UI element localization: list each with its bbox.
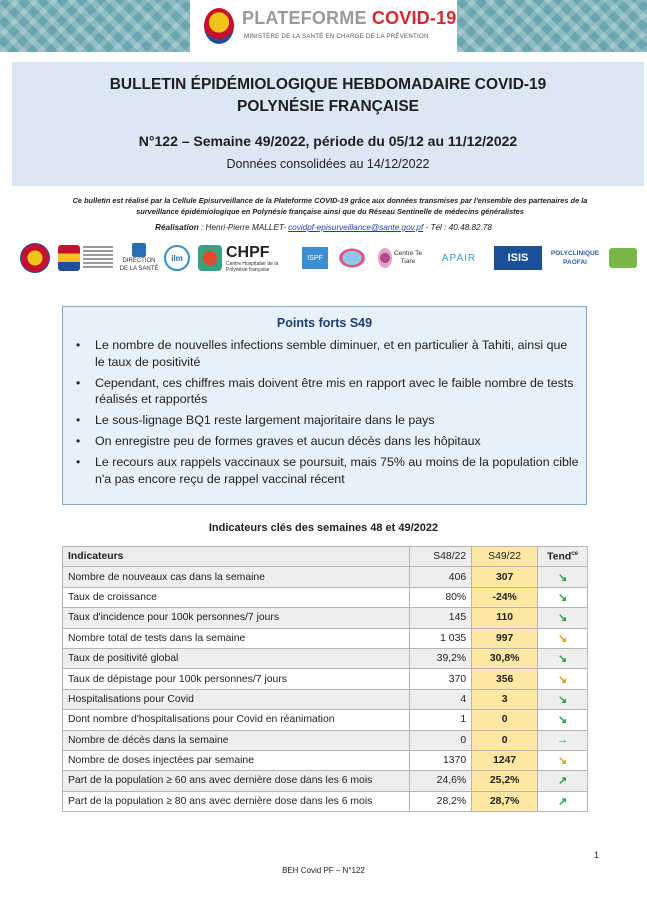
indicator-name: Nombre de décès dans la semaine	[63, 730, 410, 750]
indicator-name: Hospitalisations pour Covid	[63, 689, 410, 709]
trend-arrow-icon: ↘	[538, 689, 588, 709]
ministry-subtitle: MINISTÈRE DE LA SANTÉ EN CHARGE DE LA PRÉVENTION	[244, 33, 429, 40]
trend-arrow-icon: ↘	[538, 750, 588, 770]
value-s48: 0	[409, 730, 471, 750]
trend-arrow-icon: ↘	[538, 710, 588, 730]
header-indicators: Indicateurs	[63, 547, 410, 567]
direction-sante-logo: DIRECTION DE LA SANTÉ	[118, 240, 160, 276]
list-item: • Le nombre de nouvelles infections semble diminuer, et en particulier à Tahiti, ainsi que le taux de positivité	[76, 338, 568, 369]
value-s49: 0	[472, 710, 538, 730]
value-s49: 997	[472, 628, 538, 648]
table-row	[63, 710, 588, 730]
list-item: • Cependant, ces chiffres mais doivent être mis en rapport avec le faible nombre de tests réalisés et rapportés	[76, 375, 574, 406]
value-s48: 4	[409, 689, 471, 709]
value-s49: 110	[472, 608, 538, 628]
ispf-logo: ISPF	[300, 240, 330, 276]
bulletin-region: POLYNÉSIE FRANÇAISE	[236, 98, 420, 115]
table-row	[63, 791, 588, 811]
header-trend: Tend$^{ce}$	[538, 547, 588, 567]
banner-pattern-left	[0, 0, 190, 52]
banner-logo-area	[190, 0, 457, 52]
bulletin-title: BULLETIN ÉPIDÉMIOLOGIQUE HEBDOMADAIRE COVID-19	[109, 76, 547, 93]
value-s48: 406	[409, 567, 471, 587]
highlights-list	[75, 337, 580, 492]
paofai-logo: POLYCLINIQUE PAOFAI	[550, 250, 600, 266]
value-s49: 30,8%	[472, 648, 538, 668]
list-item: • Le recours aux rappels vaccinaux se poursuit, mais 75% au moins de la population cible n'a pas encore reçu de rappel vaccinal récent	[76, 455, 579, 486]
trend-arrow-icon: ↘	[538, 567, 588, 587]
contact-email-link[interactable]: covidpf-episurveillance@sante.gov.pf	[288, 223, 424, 232]
header-s49: S49/22	[472, 547, 538, 567]
polynesia-emblem-icon	[204, 8, 234, 44]
chpf-logo: CHPF Centre Hospitalier de la Polynésie française	[226, 243, 279, 273]
table-row	[63, 730, 588, 750]
table-row	[63, 689, 588, 709]
value-s48: 370	[409, 669, 471, 689]
platform-title: PLATEFORME COVID-19	[242, 8, 457, 28]
indicator-name: Taux de dépistage pour 100k personnes/7 jours	[63, 669, 410, 689]
table-header-row	[63, 547, 588, 567]
table-row	[63, 628, 588, 648]
value-s49: 307	[472, 567, 538, 587]
value-s49: 3	[472, 689, 538, 709]
indicator-name: Part de la population ≥ 60 ans avec dernière dose dans les 6 mois	[63, 771, 410, 791]
trend-arrow-icon: ↘	[538, 608, 588, 628]
value-s49: 25,2%	[472, 771, 538, 791]
table-row	[63, 567, 588, 587]
intro-text: Ce bulletin est réalisé par la Cellule Episurveillance de la Plateforme COVID-19 grâce aux données transmises par l'ensemble des partenaires de la surveillance épidémiologique en Polynésie française ainsi que du Réseau Sentinelle de médecins généralistes	[72, 196, 588, 216]
trend-arrow-icon: ↗	[538, 771, 588, 791]
header-s48: S48/22	[409, 547, 471, 567]
isis-logo: ISIS	[492, 240, 544, 276]
list-item: • On enregistre peu de formes graves et aucun décès dans les hôpitaux	[76, 434, 481, 448]
centre-te-tiare-logo: Centre Te Tiare	[376, 240, 426, 276]
indicator-name: Nombre de doses injectées par semaine	[63, 750, 410, 770]
value-s49: 1247	[472, 750, 538, 770]
trend-arrow-icon: ↘	[538, 648, 588, 668]
page-number: 1	[594, 850, 600, 860]
apair-logo: APAIR	[441, 252, 477, 264]
value-s49: 0	[472, 730, 538, 750]
value-s48: 28,2%	[409, 791, 471, 811]
value-s48: 1370	[409, 750, 471, 770]
bulletin-period: N°122 – Semaine 49/2022, période du 05/12 au 11/12/2022	[138, 133, 518, 149]
highlights-title: Points forts S49	[276, 316, 373, 330]
value-s49: 28,7%	[472, 791, 538, 811]
table-row	[63, 648, 588, 668]
realisation-line: Réalisation : Henri-Pierre MALLET- covidpf-episurveillance@sante.gov.pf - Tél : 40.48.82.78	[155, 223, 492, 232]
trend-arrow-icon: ↘	[538, 669, 588, 689]
indicator-name: Nombre de nouveaux cas dans la semaine	[63, 567, 410, 587]
indicator-name: Taux d'incidence pour 100k personnes/7 jours	[63, 608, 410, 628]
banner-pattern-right	[457, 0, 647, 52]
value-s49: -24%	[472, 587, 538, 607]
bulletin-heading	[12, 62, 644, 186]
value-s48: 24,6%	[409, 771, 471, 791]
indicator-name: Part de la population ≥ 80 ans avec dernière dose dans les 6 mois	[63, 791, 410, 811]
table-row	[63, 750, 588, 770]
list-item: • Le sous-lignage BQ1 reste largement majoritaire dans le pays	[76, 413, 435, 427]
table-row	[63, 587, 588, 607]
header-banner	[0, 0, 647, 52]
indicators-table	[62, 546, 588, 812]
ilm-logo: ilm	[162, 240, 192, 276]
table-row	[63, 608, 588, 628]
highlights-box	[62, 306, 587, 505]
indicator-name: Nombre total de tests dans la semaine	[63, 628, 410, 648]
trend-arrow-icon: →	[538, 730, 588, 750]
partner-logos	[18, 240, 638, 276]
value-s48: 145	[409, 608, 471, 628]
value-s49: 356	[472, 669, 538, 689]
table-row	[63, 669, 588, 689]
bulletin-consolidation-date: Données consolidées au 14/12/2022	[226, 157, 430, 171]
health-network-logo	[196, 240, 224, 276]
table-title: Indicateurs clés des semaines 48 et 49/2022	[208, 522, 439, 534]
ministry-logo	[56, 240, 114, 276]
value-s48: 1	[409, 710, 471, 730]
indicator-name: Taux de croissance	[63, 587, 410, 607]
value-s48: 1 035	[409, 628, 471, 648]
value-s48: 80%	[409, 587, 471, 607]
trend-arrow-icon: ↘	[538, 628, 588, 648]
oir-logo	[332, 240, 372, 276]
polynesia-seal-logo	[18, 240, 52, 276]
footer-text: BEH Covid PF – N°122	[282, 866, 365, 875]
value-s48: 39,2%	[409, 648, 471, 668]
indicator-name: Taux de positivité global	[63, 648, 410, 668]
trend-arrow-icon: ↗	[538, 791, 588, 811]
table-row	[63, 771, 588, 791]
trend-arrow-icon: ↘	[538, 587, 588, 607]
clinic-logo	[608, 240, 638, 276]
indicator-name: Dont nombre d'hospitalisations pour Covid en réanimation	[63, 710, 410, 730]
